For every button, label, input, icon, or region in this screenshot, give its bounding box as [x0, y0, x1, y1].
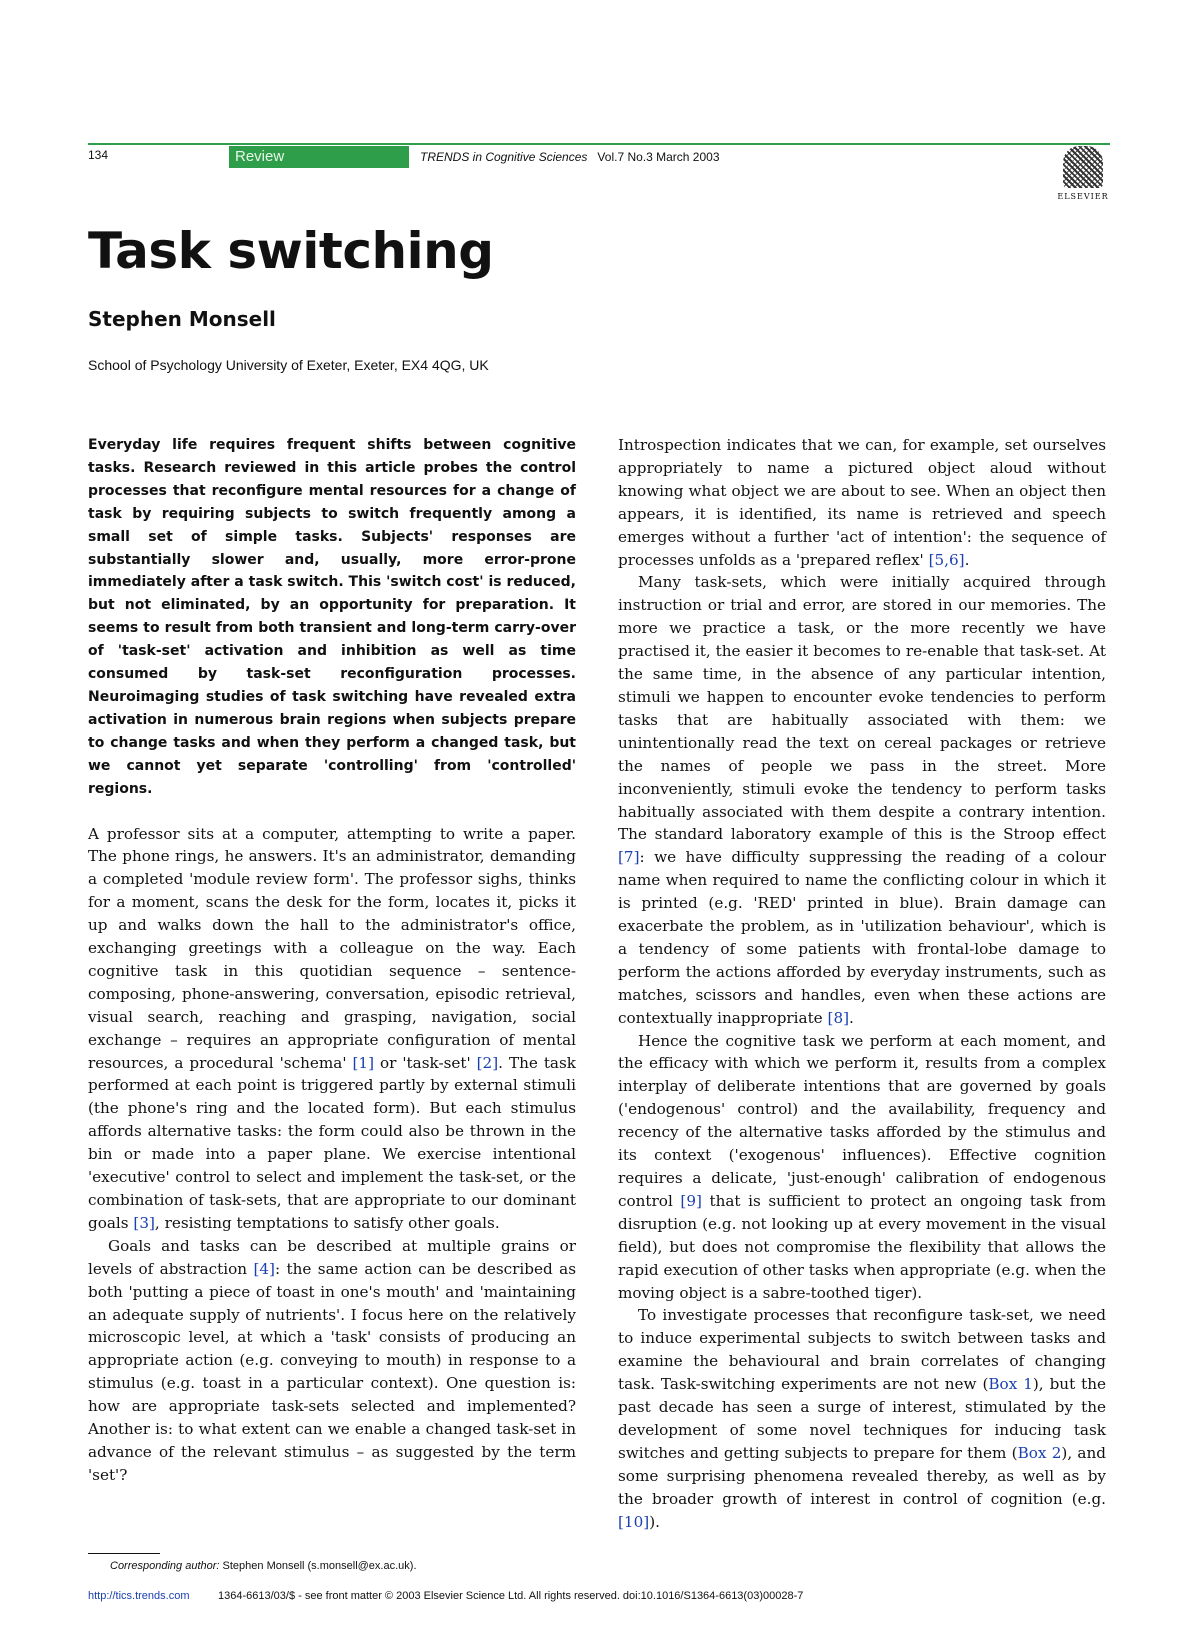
citation-link[interactable]: [3]: [133, 1213, 155, 1232]
right-column: [618, 434, 1106, 1534]
body-paragraph: Goals and tasks can be described at multiple grains or levels of abstraction [4]: the same action can be described as both 'putting a piece of toast in one's mouth' and 'maintaining an adequate supply of nutrients'. I focus here on the relatively microscopic level, at which a 'task' consists of producing an appropriate action (e.g. conveying to mouth) in response to a stimulus (e.g. toast in a particular context). One question is: how are appropriate task-sets selected and implemented? Another is: to what extent can we enable a changed task-set in advance of the relevant stimulus – as suggested by the term 'set'?: [88, 1236, 576, 1484]
citation-link[interactable]: [2]: [476, 1053, 499, 1072]
box-link[interactable]: Box 2: [1017, 1443, 1062, 1462]
footnote-rule: [88, 1553, 160, 1554]
body-paragraph: A professor sits at a computer, attempting to write a paper. The phone rings, he answers. It's an administrator, demanding a completed 'module review form'. The professor sighs, thinks for a moment, scans the desk for the form, locates it, picks it up and walks down the hall to the administrator's office, exchanging greetings with a colleague on the way. Each cognitive task in this quotidian sequence – sentence-composing, phone-answering, conversation, episodic retrieval, visual search, reaching and grasping, navigation, social exchange – requires an appropriate configuration of mental resources, a procedural 'schema' [1] or 'task-set' [2]. The task performed at each point is triggered partly by external stimuli (the phone's ring and the located form). But each stimulus affords alternative tasks: the form could also be thrown in the bin or made into a paper plane. We exercise intentional 'executive' control to select and implement the task-set, or the combination of task-sets, that are appropriate to our dominant goals [3], resisting temptations to satisfy other goals.: [88, 824, 576, 1232]
abstract: Everyday life requires frequent shifts between cognitive tasks. Research reviewed in this article probes the control processes that reconfigure mental resources for a change of task by requiring subjects to switch frequently among a small set of simple tasks. Subjects' responses are substantially slower and, usually, more error-prone immediately after a task switch. This 'switch cost' is reduced, but not eliminated, by an opportunity for preparation. It seems to result from both transient and long-term carry-over of 'task-set' activation and inhibition as well as time consumed by task-set reconfiguration processes. Neuroimaging studies of task switching have revealed extra activation in numerous brain regions when subjects prepare to change tasks and when they perform a changed task, but we cannot yet separate 'controlling' from 'controlled' regions.: [88, 437, 576, 797]
footnote-text: Stephen Monsell (s.monsell@ex.ac.uk).: [219, 1560, 417, 1572]
page-number: 134: [88, 148, 109, 162]
left-column: [88, 434, 576, 1487]
author-affiliation: School of Psychology University of Exeter, Exeter, EX4 4QG, UK: [88, 357, 489, 373]
citation-link[interactable]: [4]: [253, 1259, 275, 1278]
citation-link[interactable]: [1]: [352, 1053, 375, 1072]
article-author: Stephen Monsell: [88, 307, 276, 331]
header-rule: [88, 143, 1110, 145]
journal-name: TRENDS in Cognitive Sciences: [420, 150, 588, 164]
citation-link[interactable]: [8]: [827, 1008, 850, 1027]
citation-link[interactable]: [7]: [618, 848, 640, 867]
body-paragraph: Introspection indicates that we can, for example, set ourselves appropriately to name a pictured object aloud without knowing what object we are about to see. When an object then appears, it is identified, its name is retrieved and speech emerges without a further 'act of intention': the sequence of processes unfolds as a 'prepared reflex' [5,6].: [618, 436, 1106, 569]
journal-issue: Vol.7 No.3 March 2003: [597, 150, 720, 164]
journal-citation: [420, 150, 720, 164]
copyright-doi-line: 1364-6613/03/$ - see front matter © 2003 Elsevier Science Ltd. All rights reserved. doi:10.1016/S1364-6613(03)00028-7: [218, 1590, 804, 1602]
box-link[interactable]: Box 1: [988, 1375, 1033, 1394]
logo-text: ELSEVIER: [1057, 192, 1109, 201]
body-paragraph: To investigate processes that reconfigure task-set, we need to induce experimental subjects to switch between tasks and examine the behavioural and brain correlates of changing task. Task-switching experiments are not new (Box 1), but the past decade has seen a surge of interest, stimulated by the development of some novel techniques for inducing task switches and getting subjects to prepare for them (Box 2), and some surprising phenomena revealed thereby, as well as by the broader growth of interest in control of cognition (e.g. [10]).: [618, 1306, 1106, 1531]
body-paragraph: Hence the cognitive task we perform at each moment, and the efficacy with which we perform it, results from a complex interplay of deliberate intentions that are governed by goals ('endogenous' control) and the availability, frequency and recency of the alternative tasks afforded by the stimulus and its context ('exogenous' influences). Effective cognition requires a delicate, 'just-enough' calibration of endogenous control [9] that is sufficient to protect an ongoing task from disruption (e.g. not looking up at every movement in the visual field), but does not compromise the flexibility that allows the rapid execution of other tasks when appropriate (e.g. when the moving object is a sabre-toothed tiger).: [618, 1031, 1106, 1302]
citation-link[interactable]: [5,6]: [928, 550, 965, 569]
elsevier-logo: [1056, 146, 1110, 208]
tree-icon: [1063, 146, 1103, 188]
footnote-label: Corresponding author:: [110, 1560, 220, 1572]
citation-link[interactable]: [10]: [618, 1512, 650, 1531]
article-title: Task switching: [88, 222, 494, 280]
journal-url-link[interactable]: http://tics.trends.com: [88, 1590, 190, 1602]
corresponding-author-note: [110, 1560, 417, 1572]
section-label: Review: [229, 146, 409, 168]
body-paragraph: Many task-sets, which were initially acquired through instruction or trial and error, are stored in our memories. The more we practice a task, or the more recently we have practised it, the easier it becomes to re-enable that task-set. At the same time, in the absence of any particular intention, stimuli we happen to encounter evoke tendencies to perform tasks that are habitually associated with them: we unintentionally read the text on cereal packages or retrieve the names of people we pass in the street. More inconveniently, stimuli evoke the tendency to perform tasks habitually associated with them despite a contrary intention. The standard laboratory example of this is the Stroop effect [7]: we have difficulty suppressing the reading of a colour name when required to name the conflicting colour in which it is printed (e.g. 'RED' printed in blue). Brain damage can exacerbate the problem, as in 'utilization behaviour', which is a tendency of some patients with frontal-lobe damage to perform the actions afforded by everyday instruments, such as matches, scissors and handles, even when these actions are contextually inappropriate [8].: [618, 573, 1106, 1027]
citation-link[interactable]: [9]: [680, 1191, 702, 1210]
